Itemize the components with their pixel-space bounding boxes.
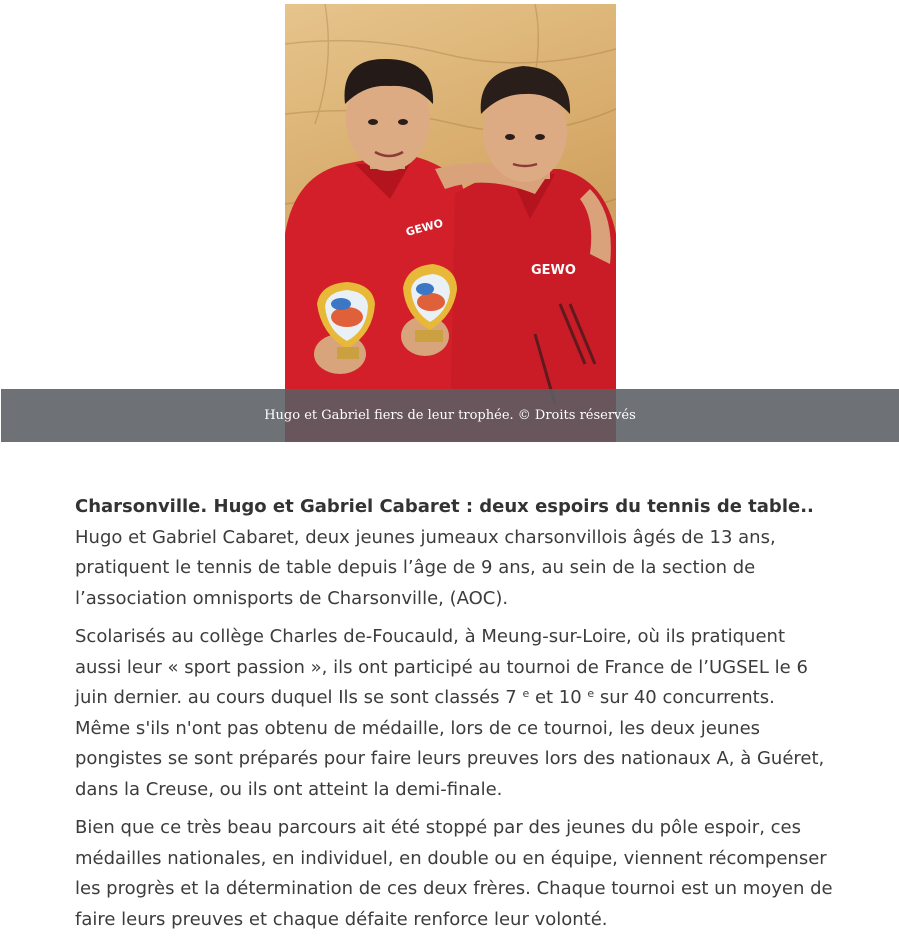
- article-body: [75, 492, 835, 943]
- article-photo[interactable]: [285, 4, 616, 442]
- article-paragraph-intro: [75, 492, 835, 614]
- shirt-logo-right: GEWO: [531, 263, 576, 278]
- article-paragraph-3: Bien que ce très beau parcours ait été stoppé par des jeunes du pôle espoir, ces médailles nationales, en individuel, en double ou en équipe, viennent récompenser les progrès et la détermination de ces deux frères. Chaque tournoi est un moyen de faire leurs preuves et chaque défaite renforce leur volonté.: [75, 817, 833, 930]
- ordinal-suffix: e: [522, 687, 530, 700]
- article-figure: [1, 0, 899, 442]
- photo-illustration: [285, 4, 616, 442]
- paragraph-2-part-b: et 10: [529, 687, 588, 708]
- shirt-logo-left: GEWO: [404, 216, 445, 239]
- photo-caption-band: [1, 389, 899, 442]
- paragraph-2-part-c: sur 40 concurrents. Même s'ils n'ont pas obtenu de médaille, lors de ce tournoi, les deux jeunes pongistes se sont préparés pour faire leurs preuves lors des nationaux A, à Guéret, dans la Creuse, ou ils ont atteint la demi-finale.: [75, 687, 825, 800]
- photo-caption: Hugo et Gabriel fiers de leur trophée. © Droits réservés: [264, 408, 636, 423]
- article-headline: Charsonville. Hugo et Gabriel Cabaret : deux espoirs du tennis de table..: [75, 496, 814, 517]
- article-intro-text: Hugo et Gabriel Cabaret, deux jeunes jumeaux charsonvillois âgés de 13 ans, pratiquent le tennis de table depuis l’âge de 9 ans, au sein de la section de l’association omnisports de Charsonville, (AOC).: [75, 526, 776, 609]
- ordinal-suffix: e: [587, 687, 595, 700]
- article-paragraph-2: [75, 622, 835, 805]
- paragraph-2-part-a: Scolarisés au collège Charles de-Foucauld, à Meung-sur-Loire, où ils pratiquent aussi leur « sport passion », ils ont participé au tournoi de France de l’UGSEL le 6 juin dernier. au cours duquel Ils se sont classés 7: [75, 626, 808, 708]
